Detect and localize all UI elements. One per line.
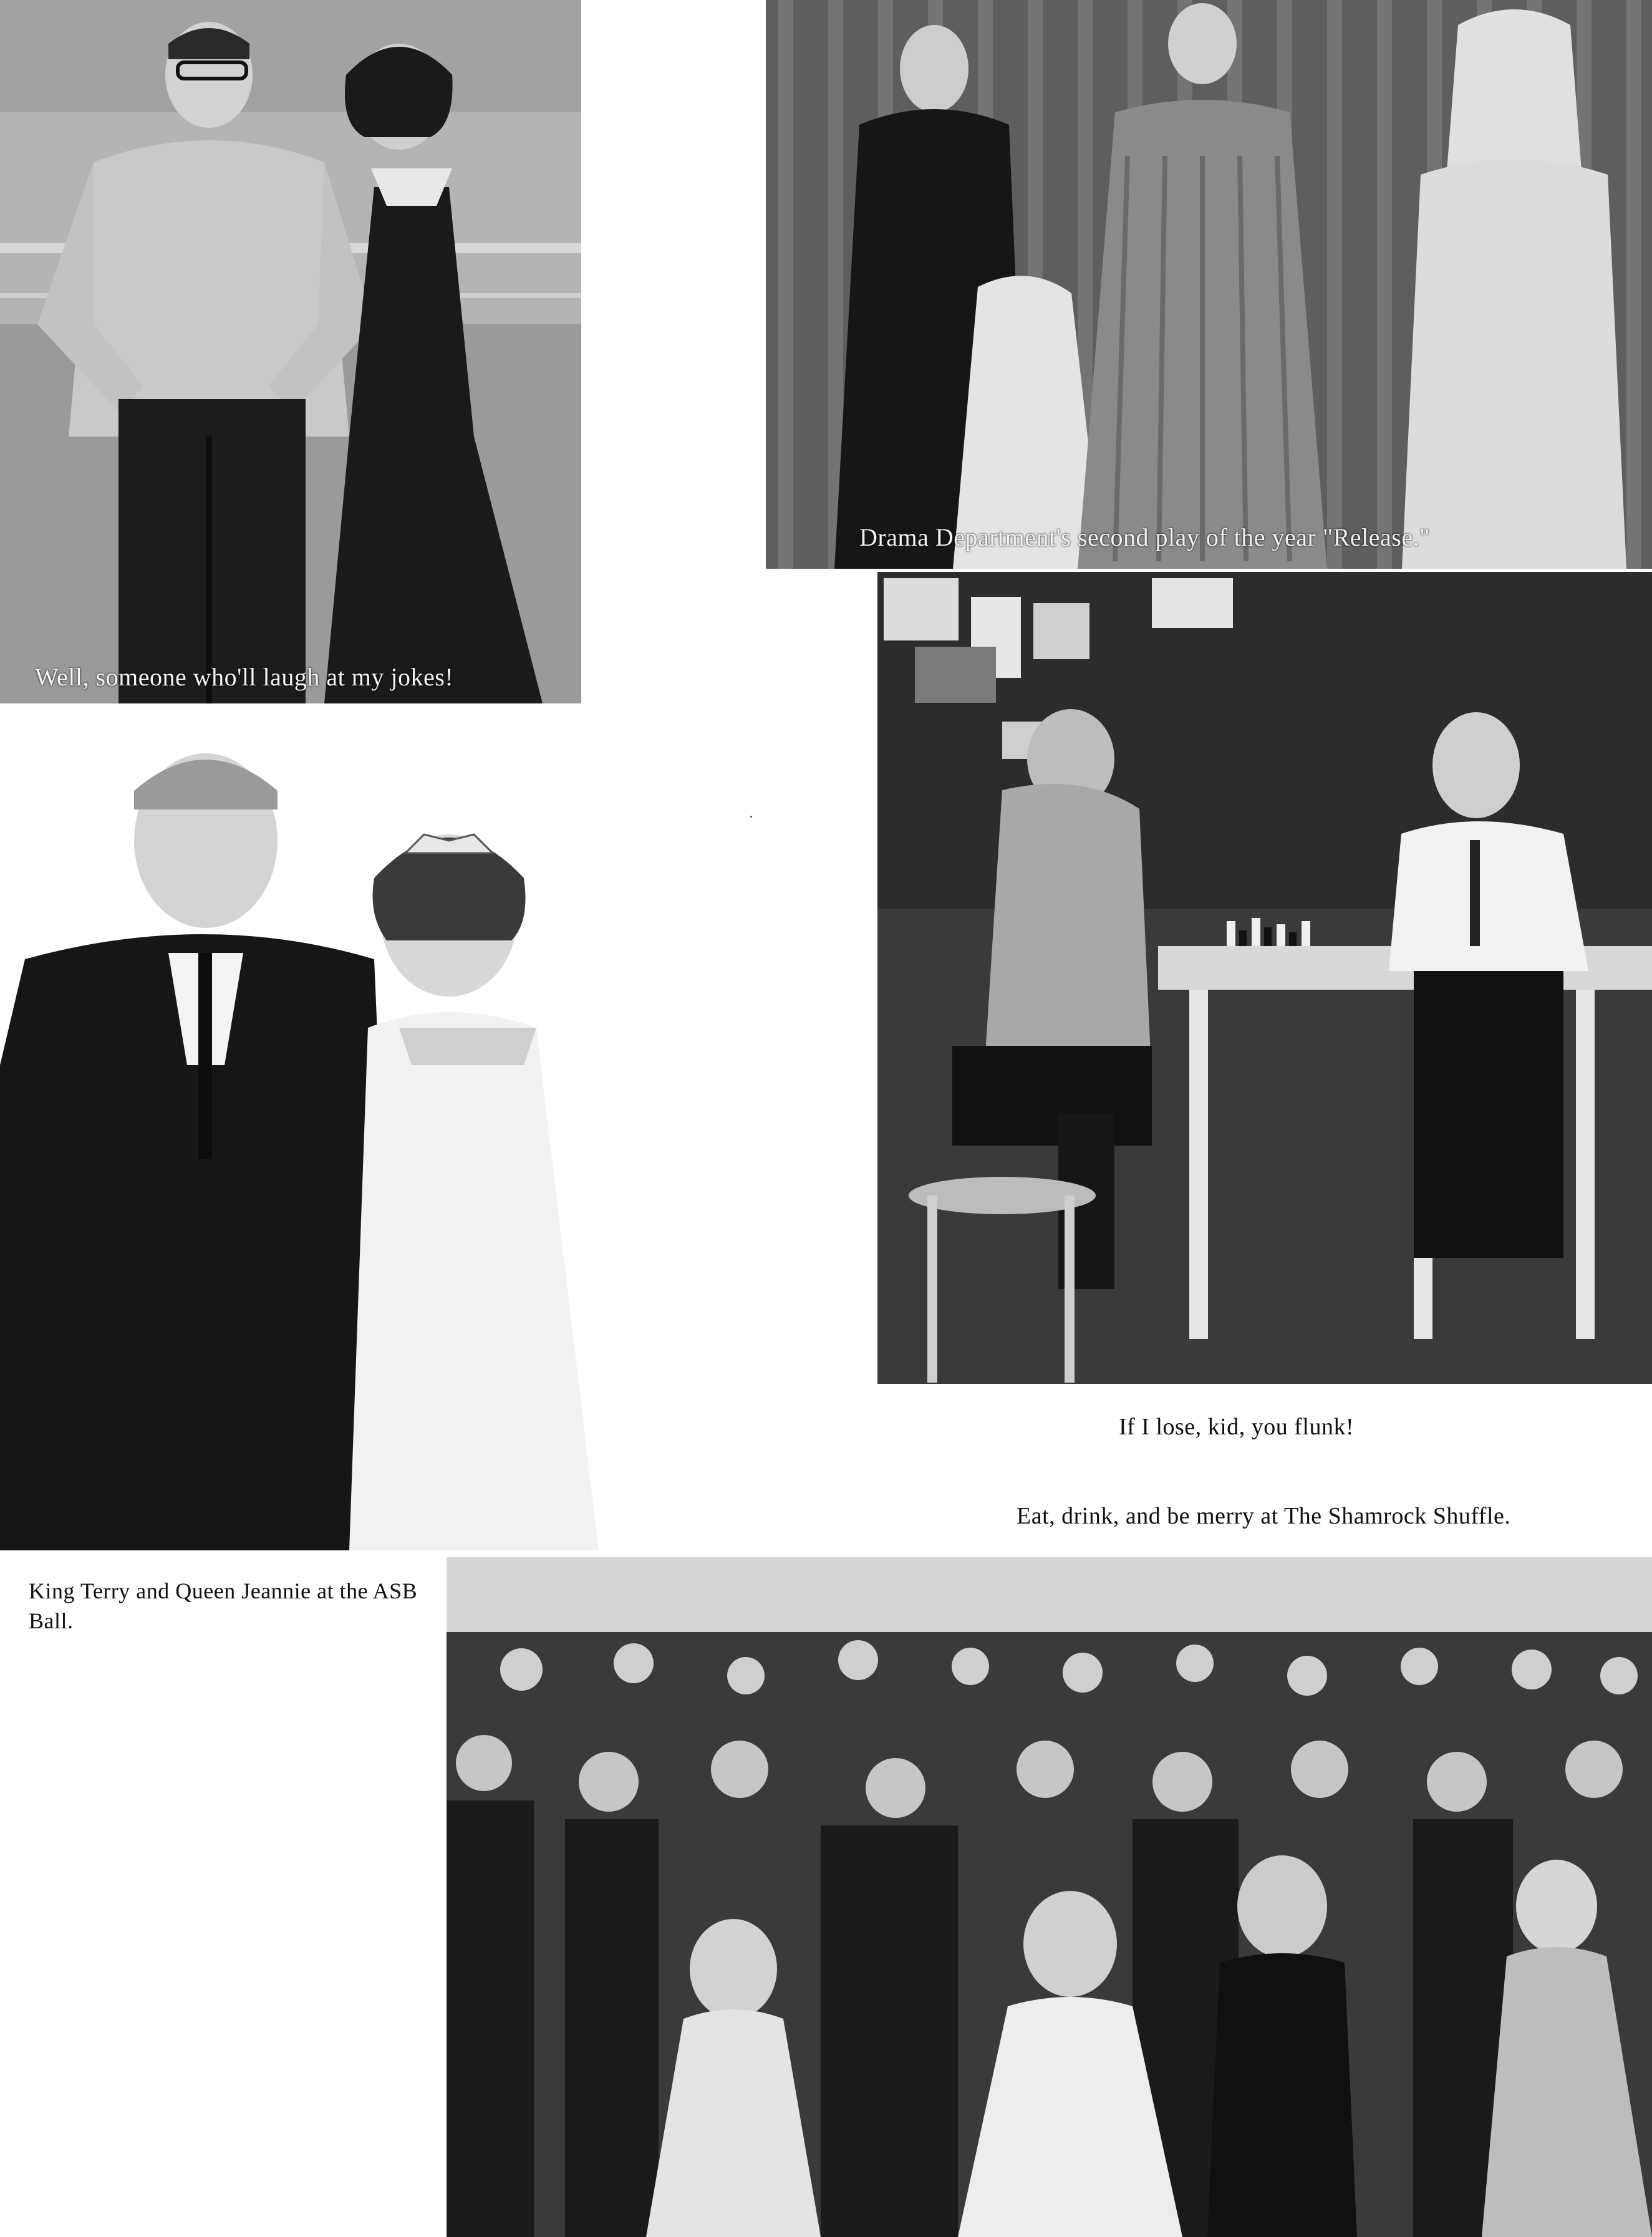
chess-game-photo <box>877 572 1652 1384</box>
king-and-queen-illustration <box>0 716 614 1550</box>
drama-caption: Drama Department's second play of the year "Release." <box>859 523 1430 551</box>
stage-play-illustration <box>766 0 1652 569</box>
page-speck <box>750 816 752 818</box>
shamrock-caption: Eat, drink, and be merry at The Shamrock Shuffle. <box>1017 1503 1511 1529</box>
chess-caption: If I lose, kid, you flunk! <box>1119 1414 1355 1440</box>
king-and-queen-photo <box>0 716 614 1550</box>
couple-talking-illustration <box>0 0 581 703</box>
dance-crowd-illustration <box>447 1557 1652 2237</box>
jokes-caption: Well, someone who'll laugh at my jokes! <box>35 663 454 691</box>
chess-game-illustration <box>877 572 1652 1384</box>
dance-crowd-photo <box>447 1557 1652 2237</box>
couple-talking-photo <box>0 0 581 703</box>
asb-ball-caption: King Terry and Queen Jeannie at the ASB Ball. <box>29 1578 418 1633</box>
stage-play-photo <box>766 0 1652 569</box>
